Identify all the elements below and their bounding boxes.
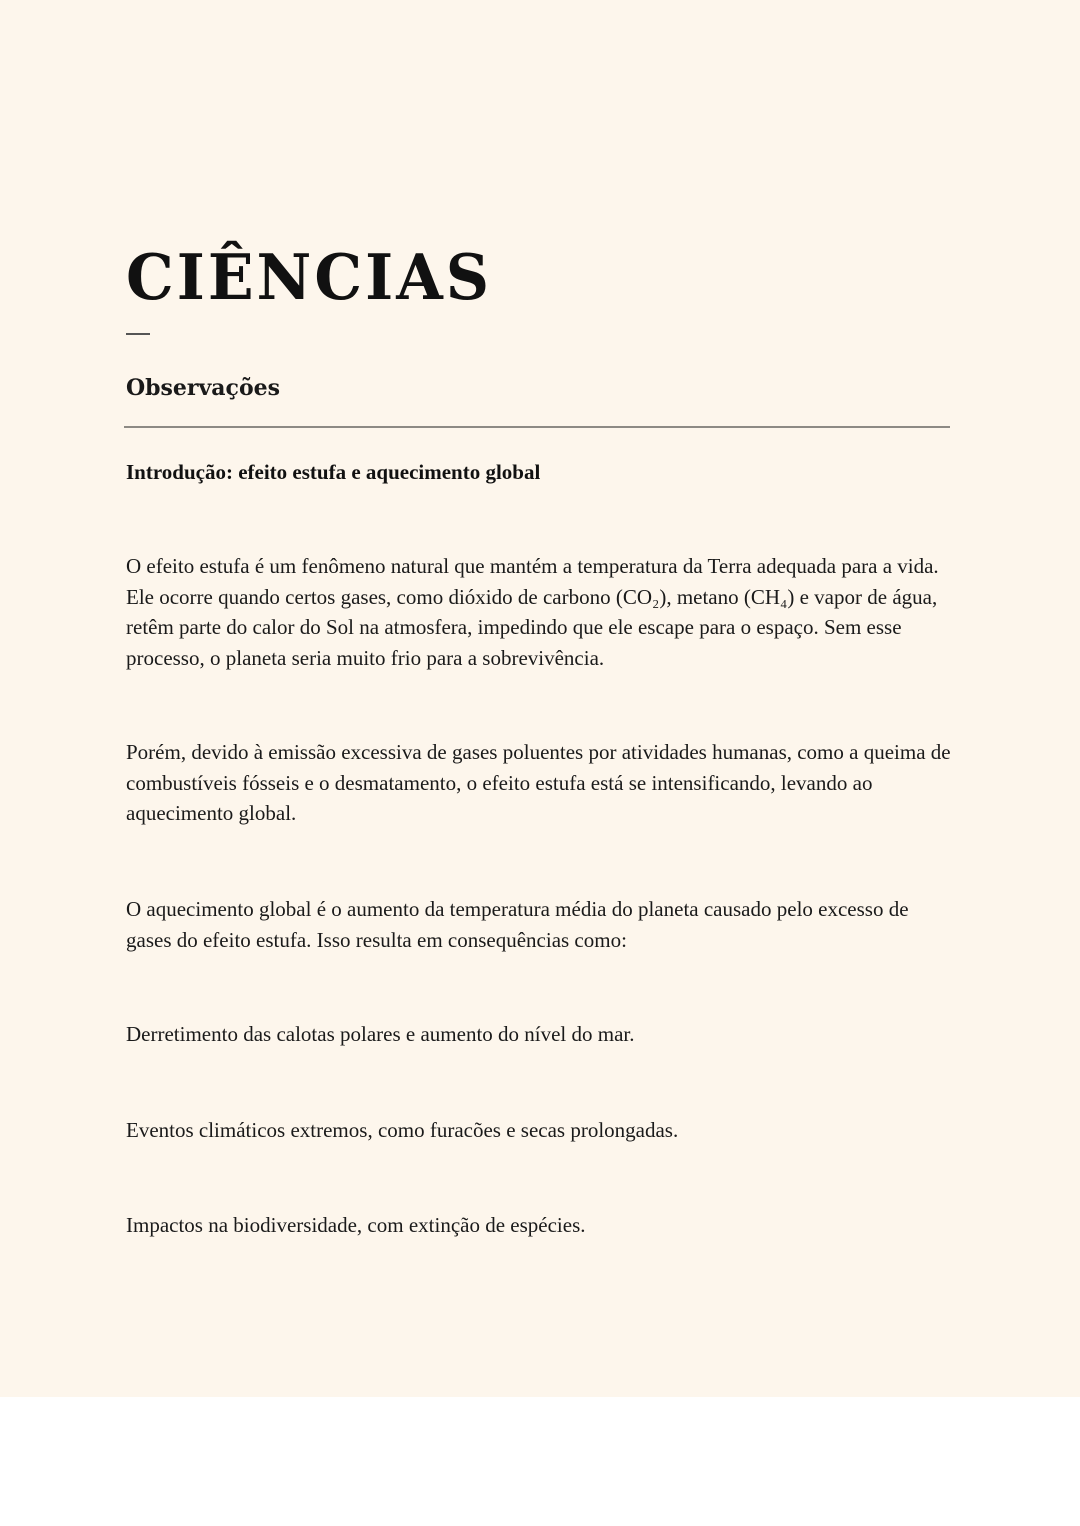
title-dash-divider xyxy=(126,333,150,335)
page-title: CIÊNCIAS xyxy=(126,241,493,315)
consequence-item: Derretimento das calotas polares e aumento do nível do mar. xyxy=(126,1022,635,1046)
section-title: Observações xyxy=(126,375,281,401)
subheading: Introdução: efeito estufa e aquecimento global xyxy=(126,460,541,484)
horizontal-rule xyxy=(124,426,950,428)
consequence-item: Impactos na biodiversidade, com extinção de espécies. xyxy=(126,1213,586,1237)
paragraph-intensification: Porém, devido à emissão excessiva de gases poluentes por atividades humanas, como a queima de combustíveis fósseis e o desmatamento, o efeito estufa está se intensificando, levando ao aquecimento global. xyxy=(126,740,951,825)
paragraph-global-warming: O aquecimento global é o aumento da temperatura média do planeta causado pelo excesso de gases do efeito estufa. Isso resulta em consequências como: xyxy=(126,897,909,952)
consequence-item: Eventos climáticos extremos, como furacões e secas prolongadas. xyxy=(126,1118,679,1142)
paragraph-greenhouse-effect: O efeito estufa é um fenômeno natural que mantém a temperatura da Terra adequada para a vida. Ele ocorre quando certos gases, como dióxido de carbono (CO₂), metano (CH₄) e vapor de água, retêm parte do calor do Sol na atmosfera, impedindo que ele escape para o espaço. Sem esse processo, o planeta seria muito frio para a sobrevivência. xyxy=(126,554,939,670)
